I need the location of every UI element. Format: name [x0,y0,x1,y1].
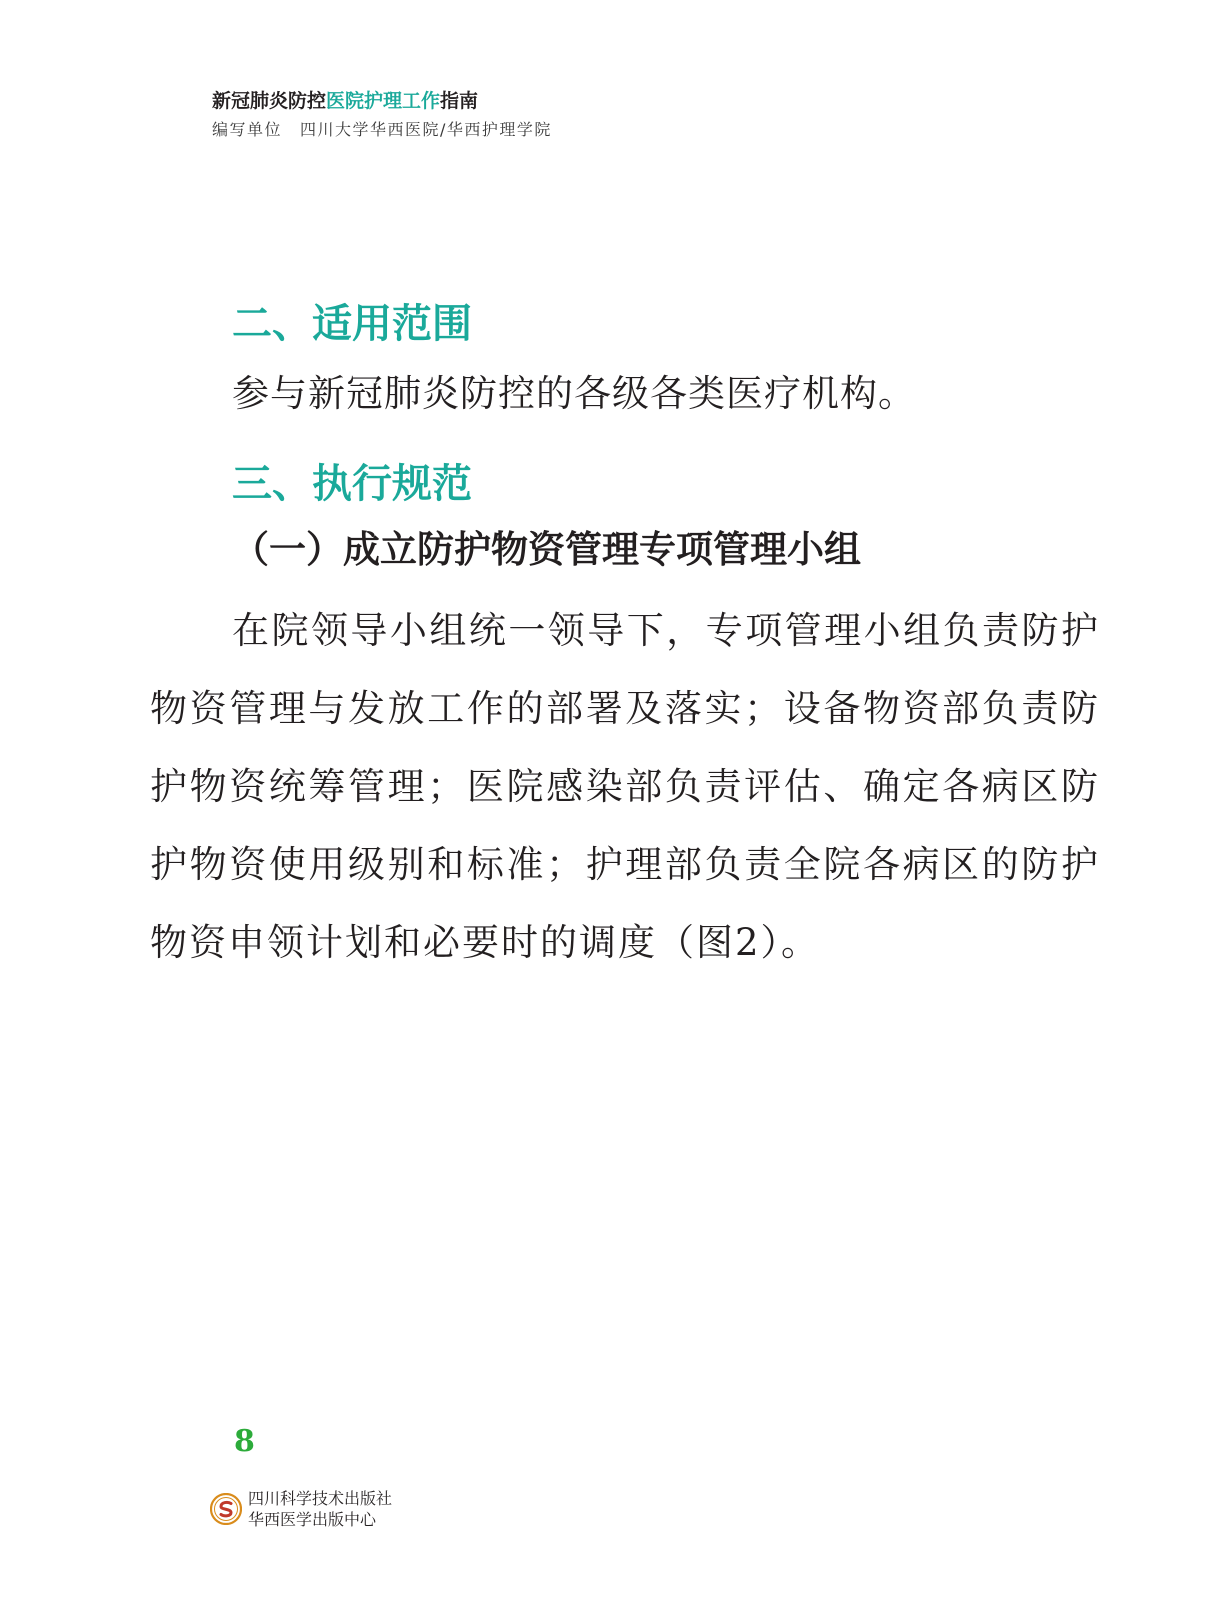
subsection-heading: （一）成立防护物资管理专项管理小组 [232,528,861,571]
book-title-part2: 指南 [440,90,479,112]
publisher-name: 四川科学技术出版社 [248,1489,393,1508]
publisher-imprint [210,1488,392,1530]
section-heading-scope: 二、适用范围 [232,301,472,347]
publisher-names [248,1488,392,1530]
body-paragraph: 在院领导小组统一领导下，专项管理小组负责防护物资管理与发放工作的部署及落实；设备物资部负责防护物资统筹管理；医院感染部负责评估、确定各病区防护物资使用级别和标准；护理部负责全院各病区的防护物资申领计划和必要时的调度（图2）。 [150,609,1100,964]
page-number: 8 [234,1424,255,1459]
publisher-logo-icon [210,1493,242,1525]
section-heading-norms: 三、执行规范 [232,461,472,507]
publisher-center: 华西医学出版中心 [248,1510,377,1529]
compiled-by-org: 四川大学华西医院/华西护理学院 [300,120,552,139]
book-title-accent: 医院护理工作 [326,90,441,112]
page-body [150,296,1100,982]
book-title [212,88,552,114]
scope-text: 参与新冠肺炎防控的各级各类医疗机构。 [232,372,916,415]
running-header [212,88,552,142]
compiled-by-label: 编写单位 [212,120,283,139]
compiled-by [212,118,552,142]
book-title-part1: 新冠肺炎防控 [212,90,327,112]
